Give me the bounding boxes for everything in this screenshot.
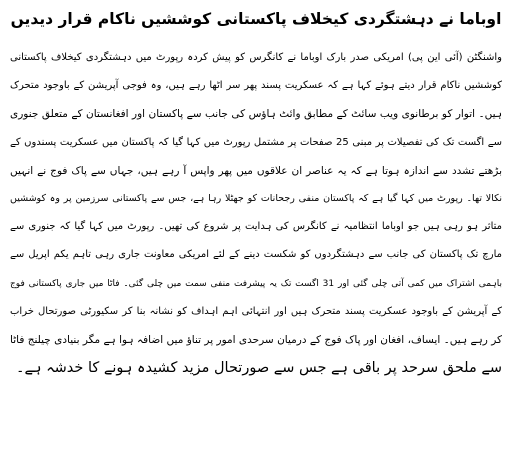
- body-line: سے اگست تک کی تفصیلات پر مبنی 25 صفحات پر مشتمل رپورٹ میں کہا گیا کہ پاکستان میں عسکریت پسندوں کے: [10, 136, 502, 148]
- body-line: مارچ تک پاکستان کی جانب سے دہشتگردوں کو شکست دینے کے لئے امریکی معاونت جاری رہی تاہم یکم اپریل سے: [10, 249, 502, 261]
- body-line: نکالا تھا۔ رپورٹ میں کہا گیا ہے کہ پاکستان منفی رجحانات کو جھٹلا رہا ہے، جس سے پاکستانی سرزمین پر وہ کوششیں: [10, 192, 502, 204]
- body-line: متاثر ہو رہی ہیں جو اوباما انتظامیہ نے کانگرس کی ہدایت پر شروع کی تھیں۔ رپورٹ میں کہا گیا کہ جنوری سے: [10, 221, 502, 233]
- body-line: کے آپریشن کے باوجود عسکریت پسند متحرک ہیں اور انتہائی اہم اہداف کو نشانہ بنا کر سکیورٹی صورتحال خراب: [10, 305, 502, 317]
- article-headline: اوباما نے دہشتگردی کیخلاف پاکستانی کوششیں ناکام قرار دیدیں: [10, 10, 502, 28]
- body-line: کر رہے ہیں۔ ایساف، افغان اور پاک فوج کے درمیان سرحدی امور پر تناؤ میں اضافہ ہوا ہے مگر بنیادی چیلنج فاٹا: [10, 333, 502, 346]
- body-line: باہمی اشتراک میں کمی آتی چلی گئی اور 31 اگست تک یہ پیشرفت منفی سمت میں چلی گئی۔ فاٹا میں جاری پاکستانی فوج: [10, 278, 502, 289]
- body-line: ہیں۔ اتوار کو برطانوی ویب سائٹ کے مطابق وائٹ ہاؤس کی جانب سے پاکستان اور افغانستان کے متعلق جنوری: [10, 108, 502, 121]
- body-line: واشنگٹن (آئی این پی) امریکی صدر بارک اوباما نے کانگرس کو پیش کردہ رپورٹ میں دہشتگردی کیخلاف پاکستانی: [10, 52, 502, 63]
- article-body: [10, 44, 502, 382]
- body-line: بڑھتے تشدد سے اندازہ ہوتا ہے کہ یہ عناصر ان علاقوں میں پھر واپس آ رہے ہیں، جہاں سے پاک فوج نے انہیں: [10, 164, 502, 177]
- body-line: سے ملحق سرحد پر باقی ہے جس سے صورتحال مزید کشیدہ ہونے کا خدشہ ہے۔: [16, 360, 502, 377]
- body-line: کوششیں ناکام قرار دیتے ہوئے کہا ہے کہ عسکریت پسند پھر سر اٹھا رہے ہیں، وہ فوجی آپریشن کے باوجود متحرک: [10, 80, 502, 92]
